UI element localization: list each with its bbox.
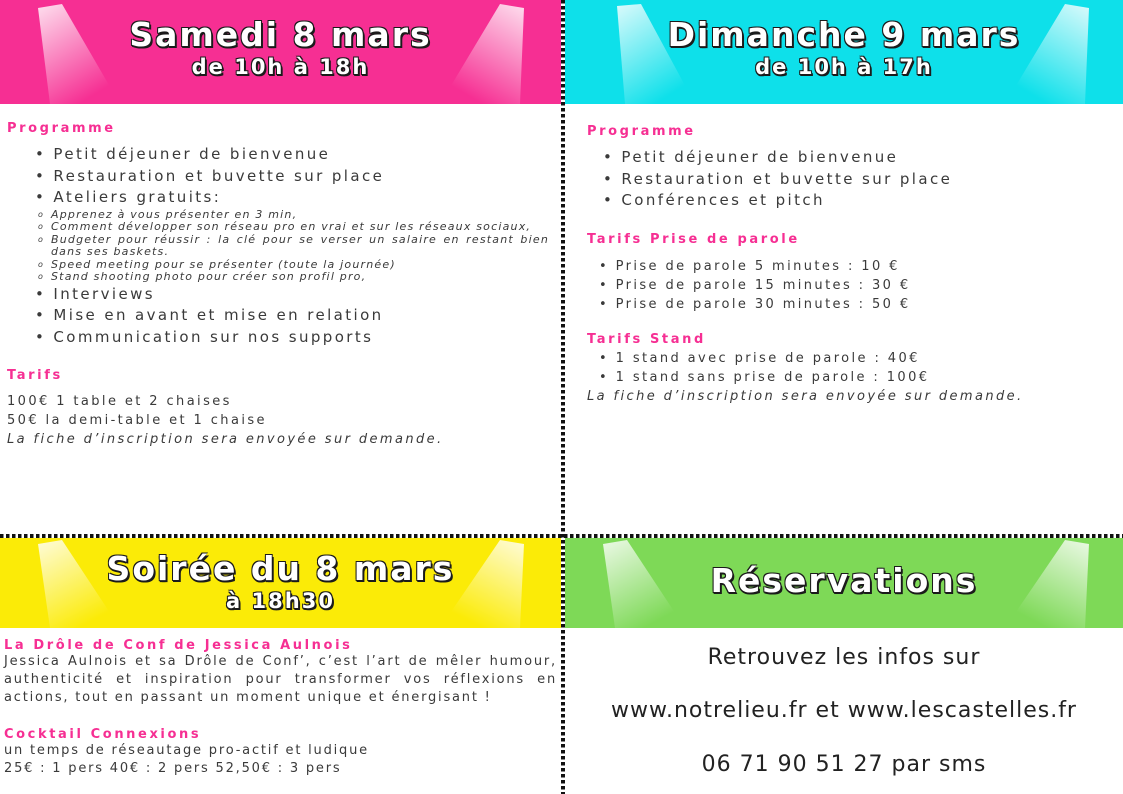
programme-heading: Programme (587, 124, 696, 139)
samedi-hours: de 10h à 18h (191, 55, 370, 79)
horizontal-divider (0, 534, 1123, 538)
soiree-panel (0, 538, 561, 794)
programme-list (7, 144, 554, 209)
soiree-time: à 18h30 (226, 589, 335, 613)
phone-number[interactable]: 06 71 90 51 27 par sms (701, 752, 987, 777)
stand-list (587, 349, 1116, 406)
conf-text: Jessica Aulnois et sa Drôle de Conf’, c’est l’art de mêler humour, authenticité et inspiration pour transformer vos réflexions en actions, tout en passant un moment unique et énergisant ! (4, 654, 557, 705)
list-item: • Petit déjeuner de bienvenue (35, 144, 554, 166)
tarifs-heading: Tarifs (7, 368, 63, 383)
dimanche-content (565, 124, 1123, 406)
dimanche-panel (565, 0, 1123, 532)
list-item: o Budgeter pour réussir : la clé pour se verser un salaire en restant bien dans ses baskets. (51, 234, 549, 259)
list-item: • Restauration et buvette sur place (35, 166, 554, 188)
samedi-title: Samedi 8 mars (129, 15, 432, 54)
conf-heading: La Drôle de Conf de Jessica Aulnois (4, 638, 353, 653)
list-item: o Apprenez à vous présenter en 3 min, (51, 209, 549, 222)
list-item: • Restauration et buvette sur place (603, 169, 1116, 191)
tarifs-list (7, 392, 554, 449)
dimanche-hours: de 10h à 17h (755, 55, 933, 79)
ateliers-list (7, 209, 554, 284)
list-item-text: Prise de parole 15 minutes : 30 € (615, 277, 911, 293)
reservations-header (565, 538, 1123, 628)
list-item: • Interviews (35, 284, 554, 306)
list-item: • 1 stand sans prise de parole : 100€ (599, 369, 930, 385)
reservations-content (565, 628, 1123, 780)
programme-more-list (7, 284, 554, 349)
parole-list (587, 257, 1116, 314)
dimanche-header (565, 0, 1123, 104)
cocktail-heading: Cocktail Connexions (4, 727, 202, 742)
reservations-title: Réservations (710, 561, 978, 600)
soiree-content (0, 638, 561, 778)
programme-list (587, 147, 1116, 212)
parole-heading: Tarifs Prise de parole (587, 231, 800, 247)
list-item-text: Prise de parole 5 minutes : 10 € (615, 258, 900, 274)
list-item: 100€ 1 table et 2 chaises (7, 394, 232, 409)
website-links[interactable]: www.notrelieu.fr et www.lescastelles.fr (611, 698, 1077, 723)
stand-heading: Tarifs Stand (587, 331, 706, 347)
list-item: • Prise de parole 15 minutes : 30 € (599, 277, 911, 293)
soiree-title: Soirée du 8 mars (106, 549, 455, 588)
inscription-note: La fiche d’inscription sera envoyée sur demande. (7, 432, 444, 447)
list-item: • Ateliers gratuits: (35, 187, 554, 209)
list-item: • 1 stand avec prise de parole : 40€ (599, 350, 920, 366)
reservations-panel (565, 538, 1123, 794)
list-item-text: Prise de parole 30 minutes : 50 € (615, 296, 911, 312)
list-item: • Prise de parole 30 minutes : 50 € (599, 296, 911, 312)
list-item: o Speed meeting pour se présenter (toute la journée) (51, 259, 549, 272)
cocktail-text: un temps de réseautage pro-actif et ludique (4, 743, 369, 758)
list-item: • Conférences et pitch (603, 190, 1116, 212)
cocktail-prices: 25€ : 1 pers 40€ : 2 pers 52,50€ : 3 pers (4, 761, 342, 776)
list-item: • Communication sur nos supports (35, 327, 554, 349)
samedi-panel (0, 0, 561, 532)
list-item: 50€ la demi-table et 1 chaise (7, 413, 267, 428)
inscription-note: La fiche d’inscription sera envoyée sur demande. (587, 388, 1024, 404)
list-item: • Petit déjeuner de bienvenue (603, 147, 1116, 169)
list-item-text: 1 stand avec prise de parole : 40€ (615, 350, 920, 366)
vertical-divider (561, 0, 565, 794)
soiree-header (0, 538, 561, 628)
list-item: o Stand shooting photo pour créer son profil pro, (51, 271, 549, 284)
dimanche-title: Dimanche 9 mars (667, 15, 1021, 54)
samedi-content (0, 121, 561, 449)
samedi-header (0, 0, 561, 104)
reservations-intro: Retrouvez les infos sur (707, 645, 981, 670)
list-item: • Mise en avant et mise en relation (35, 305, 554, 327)
programme-heading: Programme (7, 121, 116, 136)
list-item-text: 1 stand sans prise de parole : 100€ (615, 369, 930, 385)
list-item: o Comment développer son réseau pro en vrai et sur les réseaux sociaux, (51, 221, 549, 234)
list-item: • Prise de parole 5 minutes : 10 € (599, 258, 900, 274)
